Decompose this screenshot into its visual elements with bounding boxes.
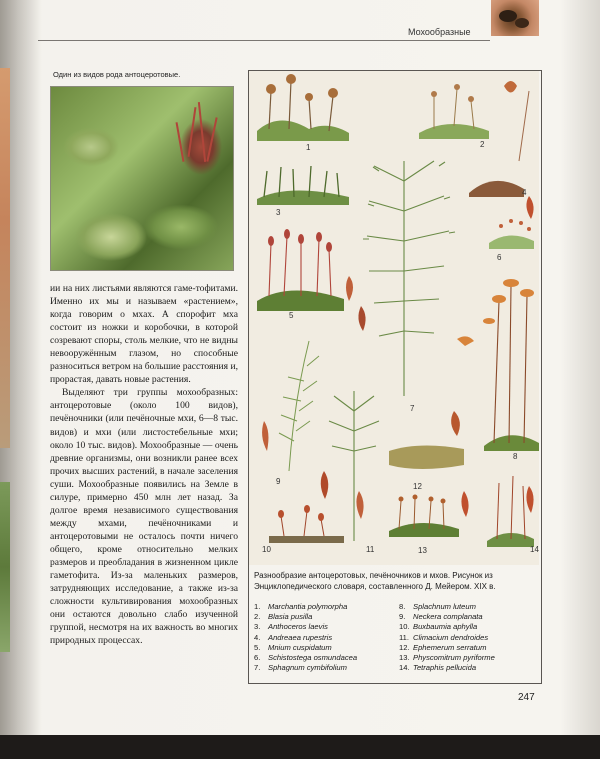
section-title: Мохообразные [408, 27, 471, 37]
species-column-left [254, 602, 394, 673]
figure-5-illustration [257, 229, 366, 331]
figure-3-illustration [257, 166, 349, 205]
figure-1-illustration [257, 74, 349, 141]
facing-page-photo-edge [0, 68, 10, 448]
figure-12-illustration [389, 411, 464, 469]
species-item: 1. Marchantia polymorpha [254, 602, 348, 611]
paragraph: Выделяют три группы мохообразных: антоцеротовые (около 100 видов), печёночники (или печёночные мхи, 6—8 тыс. видов) и мхи (или листостебельные мхи; около 10 тыс. видов). Мохообразные — очень древние организмы, они возникли ранее всех прочих высших растений, в начале заселения суши. Мохообразные появились на Земле в силуре, примерно 450 млн лет назад. За долгое время независимого существования между мхами, печёночниками и антоцеротовыми не осталось почти ничего общего, кроме относительно мелких размеров и преобладания в жизненном цикле гаметофита. Из-за маленьких размеров, затрудняющих исследование, а также из-за сложности культивирования мохообразных они остаются довольно слабо изученной группой, несмотря на их важность во многих природных процессах. [50, 387, 238, 647]
plate-caption: Разнообразие антоцеротовых, печёночников и мхов. Рисунок из Энциклопедического словаря, составленного Д. Мейером. XIX в. [254, 571, 496, 591]
photo-caption: Один из видов рода антоцеротовые. [53, 70, 181, 79]
species-item: 12. Ephemerum serratum [399, 642, 487, 652]
species-item: 4. Andreaea rupestris [254, 632, 333, 642]
page-number: 247 [518, 692, 535, 703]
paragraph: ии на них листьями являются гаме-тофитами. Именно их мы и называем «растением», когда говорим о мхах. А спорофит мха состоит из ножки и коробочки, в которой созревают споры, столь мелкие, что не видны невооружённым глазом, но способные разноситься ветром на большие расстояния и, прорастая, давать новые растения. [50, 283, 238, 386]
species-item: 6. Schistostega osmundacea [254, 653, 358, 663]
article-text [50, 282, 238, 647]
figure-4-illustration [469, 91, 534, 219]
hornwort-photo [50, 86, 234, 271]
figure-number: 3 [276, 208, 281, 217]
figure-number: 1 [306, 143, 311, 152]
species-item: 13. Physcomitrum pyriforme [399, 653, 495, 663]
section-thumbnail-image [491, 0, 539, 36]
species-item: 2. Blasia pusilla [254, 612, 313, 622]
figure-6-illustration [489, 219, 534, 249]
species-item: 11. Climacium dendroides [399, 632, 489, 642]
species-item: 10. Buxbaumia aphylla [399, 622, 478, 632]
figure-number: 10 [262, 545, 271, 554]
figure-number: 8 [513, 452, 518, 461]
figure-number: 7 [410, 404, 415, 413]
figure-number: 9 [276, 477, 281, 486]
figure-8-illustration [457, 279, 539, 451]
figure-11-illustration [329, 391, 379, 541]
species-item: 7. Sphagnum cymbifolium [254, 663, 347, 673]
species-item: 9. Neckera complanata [399, 612, 483, 622]
species-item: 5. Mnium cuspidatum [254, 642, 332, 652]
species-item: 8. Splachnum luteum [399, 602, 476, 611]
species-item: 14. Tetraphis pellucida [399, 663, 477, 673]
figure-14-illustration [487, 476, 534, 547]
scan-bottom-edge [0, 735, 600, 759]
facing-page-photo-edge [0, 482, 10, 652]
figure-7-illustration [363, 161, 455, 396]
figure-number: 13 [418, 546, 427, 555]
header-rule [38, 40, 490, 41]
figure-9-illustration [262, 341, 319, 471]
figure-2-illustration [419, 81, 517, 139]
figure-13-illustration [389, 491, 469, 537]
figure-number: 11 [366, 545, 375, 554]
species-column-right [399, 602, 539, 673]
figure-number: 6 [497, 253, 502, 262]
species-item: 3. Anthoceros laevis [254, 622, 328, 632]
figure-number: 5 [289, 311, 294, 320]
figure-number: 2 [480, 140, 485, 149]
figure-number: 12 [413, 482, 422, 491]
figure-number: 14 [530, 545, 539, 554]
figure-number: 4 [522, 188, 527, 197]
